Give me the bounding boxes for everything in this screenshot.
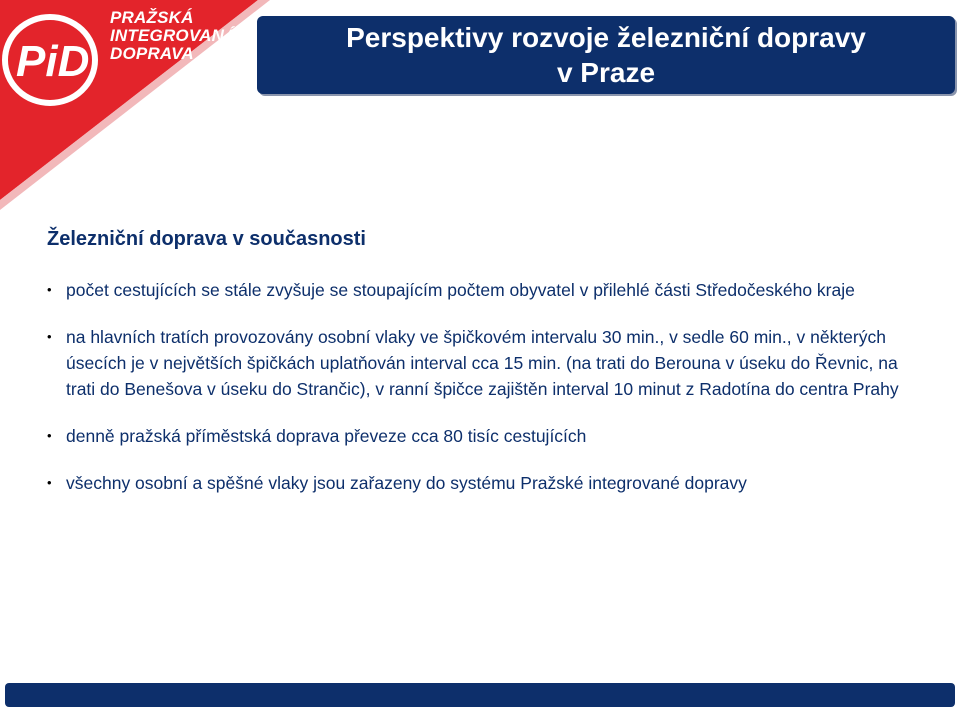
title-bar	[257, 16, 955, 94]
brand-line-2: INTEGROVANÁ	[110, 26, 237, 45]
svg-text:PiD: PiD	[16, 37, 90, 86]
bullet-text: na hlavních tratích provozovány osobní vlaky ve špičkovém intervalu 30 min., v sedle 60 min., v některých úsecích je v největších špičkách uplatňován interval cca 15 min. (na trati do Berouna v úseku do Řevnic, na trati do Benešova v úseku do Strančic), v ranní špičce zajištěn interval 10 minut z Radotína do centra Prahy	[66, 327, 899, 399]
bullet-list	[47, 277, 917, 496]
bullet-dot-icon: •	[47, 282, 52, 297]
bullet-text: denně pražská příměstská doprava převeze cca 80 tisíc cestujících	[66, 426, 587, 446]
bullet-dot-icon: •	[47, 428, 52, 443]
bullet-dot-icon: •	[47, 475, 52, 490]
slide-title-line-2: v Praze	[556, 57, 656, 88]
bullet-text: všechny osobní a spěšné vlaky jsou zařazeny do systému Pražské integrované dopravy	[66, 473, 747, 493]
bullet-text: počet cestujících se stále zvyšuje se stoupajícím počtem obyvatel v přilehlé části Středočeského kraje	[66, 280, 855, 300]
bullet-dot-icon: •	[47, 329, 52, 344]
section-heading: Železniční doprava v současnosti	[47, 228, 366, 250]
bullet-item	[47, 470, 917, 496]
slide-title-line-1: Perspektivy rozvoje železniční dopravy	[346, 22, 866, 53]
bullet-item	[47, 324, 917, 402]
footer-bar	[5, 683, 955, 707]
brand-name	[110, 9, 237, 63]
slide-content	[47, 228, 917, 517]
slide-title	[257, 16, 955, 94]
bullet-item	[47, 277, 917, 303]
pid-mark-icon	[2, 6, 112, 116]
brand-line-1: PRAŽSKÁ	[110, 8, 194, 27]
pid-logo	[0, 0, 270, 210]
bullet-item	[47, 423, 917, 449]
brand-line-3: DOPRAVA	[110, 44, 194, 63]
